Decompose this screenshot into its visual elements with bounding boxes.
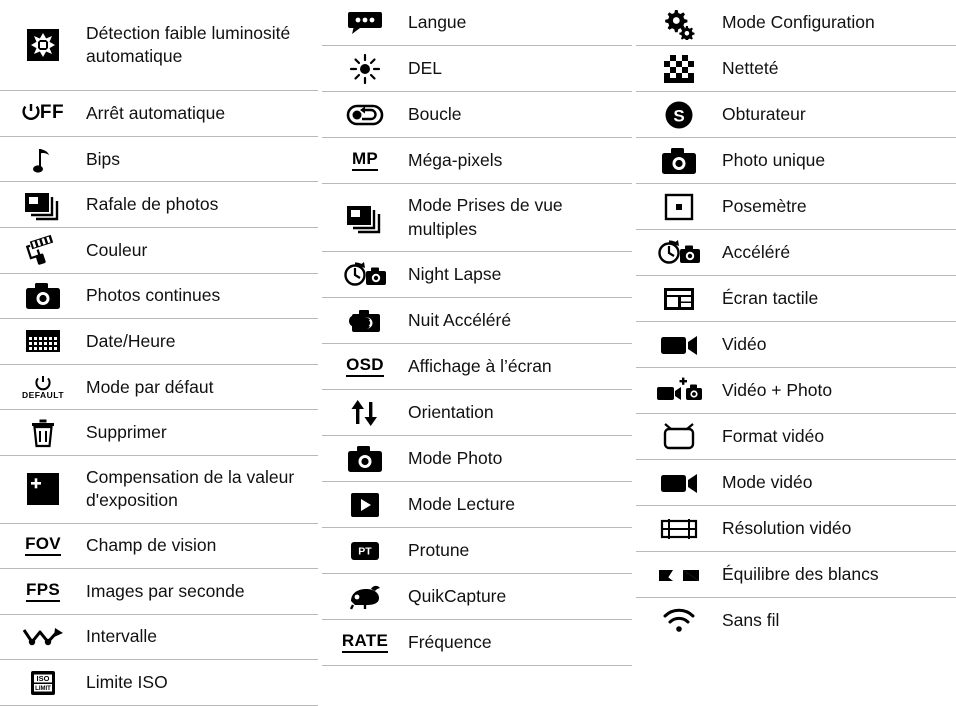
sharpness-checker-icon xyxy=(636,53,722,85)
night-photo-icon xyxy=(322,307,408,335)
legend-row xyxy=(322,344,632,390)
photo-mode-camera-icon xyxy=(322,444,408,474)
auto-power-off-icon: FF xyxy=(0,102,86,125)
legend-row xyxy=(322,620,632,666)
legend-row xyxy=(636,552,956,598)
legend-label: Mode par défaut xyxy=(86,376,214,397)
legend-row xyxy=(322,138,632,184)
quikcapture-icon xyxy=(322,583,408,611)
legend-row xyxy=(636,230,956,276)
legend-label: Rafale de photos xyxy=(86,194,219,215)
legend-row xyxy=(322,184,632,252)
legend-column-2 xyxy=(322,0,632,706)
legend-row xyxy=(322,92,632,138)
legend-label: Format vidéo xyxy=(722,425,825,446)
legend-label: Photos continues xyxy=(86,285,221,306)
legend-label: Bips xyxy=(86,148,121,169)
legend-label: Posemètre xyxy=(722,195,807,216)
legend-row xyxy=(0,228,318,274)
legend-row xyxy=(0,274,318,320)
legend-row xyxy=(636,138,956,184)
legend-label: Protune xyxy=(408,539,470,560)
legend-row xyxy=(636,0,956,46)
protune-icon xyxy=(322,538,408,564)
rate-text-icon: RATE xyxy=(322,632,408,653)
legend-label: Date/Heure xyxy=(86,331,176,352)
legend-row xyxy=(636,184,956,230)
legend-row xyxy=(0,182,318,228)
legend-row xyxy=(322,482,632,528)
legend-row xyxy=(0,524,318,570)
legend-row xyxy=(636,506,956,552)
burst-photo-icon xyxy=(0,189,86,221)
legend-label: Vidéo + Photo xyxy=(722,379,833,400)
legend-row xyxy=(322,298,632,344)
legend-row xyxy=(0,410,318,456)
legend-label: Arrêt automatique xyxy=(86,102,226,123)
date-time-calendar-icon xyxy=(0,328,86,356)
loop-icon xyxy=(322,101,408,129)
exposure-compensation-icon xyxy=(0,471,86,507)
delete-trash-icon xyxy=(0,418,86,448)
legend-label: Nuit Accéléré xyxy=(408,309,512,330)
legend-label: Détection faible luminosité automatique xyxy=(86,23,291,67)
legend-row xyxy=(636,92,956,138)
continuous-photo-camera-icon xyxy=(0,281,86,311)
legend-row xyxy=(636,276,956,322)
legend-label: Mode vidéo xyxy=(722,471,813,492)
svg-text:PT: PT xyxy=(358,545,372,557)
osd-text-icon: OSD xyxy=(322,356,408,377)
legend-row xyxy=(322,0,632,46)
iso-limit-icon xyxy=(0,668,86,698)
legend-label: Résolution vidéo xyxy=(722,517,852,538)
led-sun-icon xyxy=(322,52,408,86)
legend-row xyxy=(322,528,632,574)
legend-column-3 xyxy=(636,0,956,706)
legend-label: Mode Photo xyxy=(408,447,503,468)
multi-shot-mode-icon xyxy=(322,202,408,234)
svg-text:S: S xyxy=(673,106,685,125)
legend-label: Langue xyxy=(408,11,467,32)
legend-label: Méga-pixels xyxy=(408,149,503,170)
legend-row xyxy=(636,46,956,92)
language-speech-bubble-icon xyxy=(322,9,408,37)
fov-text-icon: FOV xyxy=(0,535,86,556)
playback-mode-icon xyxy=(322,491,408,519)
legend-label: Écran tactile xyxy=(722,287,819,308)
legend-label: Intervalle xyxy=(86,626,158,647)
legend-row xyxy=(0,615,318,661)
legend-row xyxy=(0,0,318,91)
legend-label: Vidéo xyxy=(722,333,767,354)
legend-row xyxy=(0,365,318,411)
legend-label: Compensation de la valeur d'exposition xyxy=(86,467,295,511)
legend-label: Night Lapse xyxy=(408,263,502,284)
megapixels-mp-icon: MP xyxy=(322,150,408,171)
night-lapse-icon xyxy=(322,260,408,290)
beeps-note-icon xyxy=(0,144,86,174)
touch-screen-icon xyxy=(636,285,722,313)
legend-row xyxy=(322,574,632,620)
legend-row xyxy=(636,368,956,414)
legend-row xyxy=(0,569,318,615)
orientation-arrows-icon xyxy=(322,398,408,428)
legend-label: DEL xyxy=(408,57,443,78)
legend-label: Couleur xyxy=(86,239,148,260)
legend-row xyxy=(0,456,318,523)
legend-label: Netteté xyxy=(722,57,779,78)
svg-text:ISO: ISO xyxy=(36,673,50,683)
legend-row xyxy=(322,390,632,436)
video-plus-photo-icon xyxy=(636,377,722,405)
legend-label: Boucle xyxy=(408,103,462,124)
fps-text-icon: FPS xyxy=(0,581,86,602)
video-camera-icon xyxy=(636,332,722,358)
legend-row xyxy=(636,598,956,644)
legend-column-1 xyxy=(0,0,318,706)
legend-row xyxy=(0,319,318,365)
default-mode-power-icon: DEFAULT xyxy=(0,374,86,400)
legend-label: QuikCapture xyxy=(408,585,507,606)
wireless-wifi-icon xyxy=(636,608,722,634)
legend-label: Supprimer xyxy=(86,422,167,443)
legend-row xyxy=(322,46,632,92)
legend-label: Obturateur xyxy=(722,103,806,124)
shutter-s-icon xyxy=(636,99,722,131)
legend-label: Mode Lecture xyxy=(408,493,516,514)
low-light-auto-icon xyxy=(0,26,86,64)
interval-zigzag-icon xyxy=(0,624,86,650)
legend-label: Fréquence xyxy=(408,631,492,652)
video-resolution-frame-icon xyxy=(636,516,722,542)
spot-meter-icon xyxy=(636,192,722,222)
white-balance-icon xyxy=(636,562,722,588)
legend-label: Accéléré xyxy=(722,241,791,262)
legend-label: Mode Prises de vue multiples xyxy=(408,195,563,239)
legend-row xyxy=(0,660,318,706)
legend-label: Équilibre des blancs xyxy=(722,563,879,584)
time-lapse-icon xyxy=(636,238,722,268)
legend-label: Affichage à l’écran xyxy=(408,355,552,376)
legend-row xyxy=(0,91,318,137)
video-mode-camera-icon xyxy=(636,470,722,496)
legend-row xyxy=(636,414,956,460)
legend-row xyxy=(636,322,956,368)
single-photo-camera-icon xyxy=(636,146,722,176)
legend-label: Champ de vision xyxy=(86,535,217,556)
color-paint-roller-icon xyxy=(0,234,86,266)
legend-label: Sans fil xyxy=(722,610,780,631)
legend-label: Mode Configuration xyxy=(722,11,875,32)
legend-row xyxy=(0,137,318,183)
legend-label: Photo unique xyxy=(722,149,826,170)
legend-row xyxy=(636,460,956,506)
legend-label: Images par seconde xyxy=(86,580,245,601)
video-format-tv-icon xyxy=(636,422,722,452)
svg-text:LIMIT: LIMIT xyxy=(35,685,51,692)
legend-label: Limite ISO xyxy=(86,672,168,693)
setup-mode-gears-icon xyxy=(636,6,722,40)
legend-row xyxy=(322,252,632,298)
legend-row xyxy=(322,436,632,482)
legend-label: Orientation xyxy=(408,401,494,422)
